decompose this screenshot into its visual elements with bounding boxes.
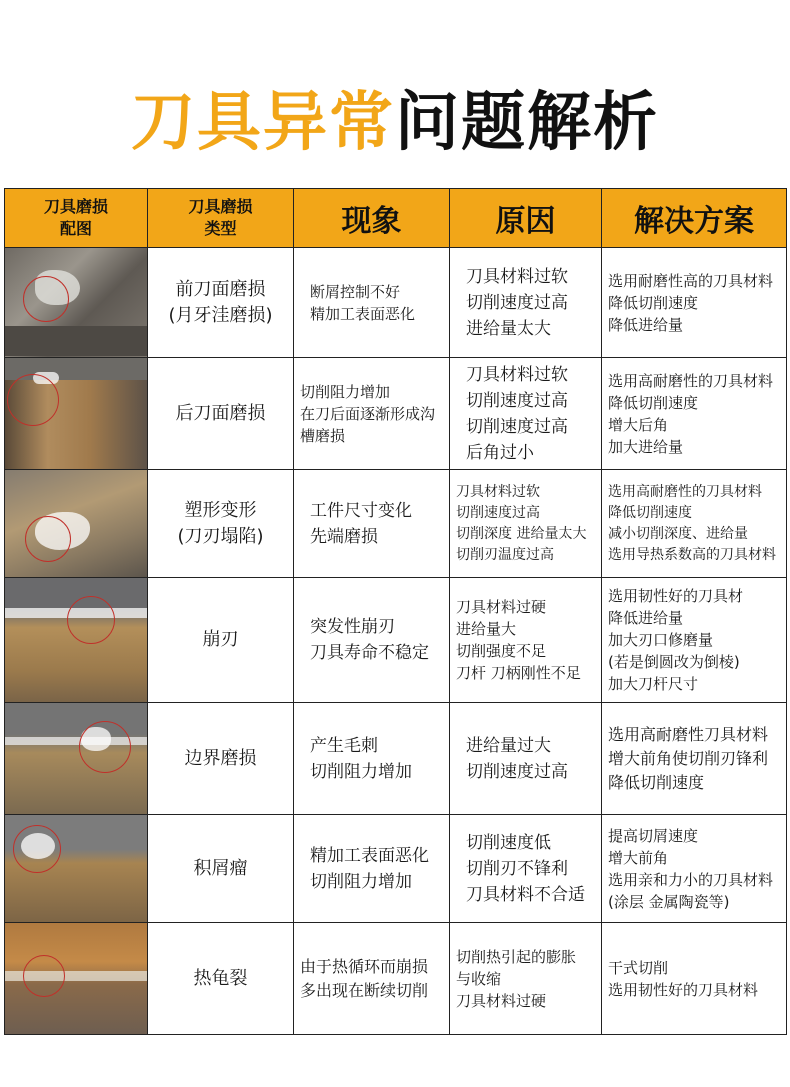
solution-line: 减小切削深度、进给量: [608, 525, 748, 542]
solution-line: 降低切削速度: [608, 293, 699, 312]
phenomenon-line: 在刀后面逐渐形成沟: [300, 404, 436, 423]
phenomenon-line: 槽磨损: [300, 426, 346, 445]
phenomenon-cell: [294, 358, 450, 470]
cause-line: 切削刃不锋利: [466, 858, 568, 879]
header-phenomenon: 现象: [294, 189, 450, 248]
wear-type: [148, 470, 294, 578]
solution-line: 选用导热系数高的刀具材料: [608, 546, 776, 563]
header-image-line1: 刀具磨损: [43, 197, 108, 216]
wear-table: [4, 188, 787, 1035]
solution-line: 降低切削速度: [608, 772, 705, 792]
wear-photo: [5, 703, 148, 815]
cause-line: 后角过小: [466, 442, 534, 463]
wear-type: [148, 703, 294, 815]
cause-cell: [450, 815, 602, 923]
solution-line: 选用韧性好的刀具材料: [608, 980, 759, 999]
solution-line: (若是倒圆改为倒棱): [608, 653, 740, 671]
phenomenon-line: 切削阻力增加: [310, 761, 412, 782]
solution-line: 选用亲和力小的刀具材料: [608, 870, 774, 889]
type-line: 边界磨损: [184, 747, 257, 769]
table-row: [5, 248, 787, 358]
type-line: (月牙洼磨损): [168, 304, 273, 326]
cause-line: 切削速度低: [466, 832, 551, 853]
solution-line: 选用高耐磨性刀具材料: [608, 724, 769, 744]
cause-cell: [450, 703, 602, 815]
cause-line: 刀具材料不合适: [466, 884, 585, 905]
phenomenon-line: 突发性崩刃: [310, 617, 395, 637]
header-solution: 解决方案: [602, 189, 787, 248]
cause-line: 切削速度过高: [456, 504, 540, 521]
table-row: [5, 815, 787, 923]
phenomenon-cell: [294, 470, 450, 578]
cause-line: 刀具材料过软: [456, 483, 540, 500]
cause-line: 切削速度过高: [466, 761, 568, 782]
cause-line: 切削深度 进给量太大: [456, 525, 587, 542]
cause-cell: [450, 923, 602, 1035]
cause-line: 切削强度不足: [456, 642, 547, 660]
phenomenon-line: 先端磨损: [310, 526, 378, 547]
phenomenon-line: 工件尺寸变化: [310, 500, 412, 521]
phenomenon-cell: [294, 248, 450, 358]
phenomenon-cell: [294, 923, 450, 1035]
wear-photo: [5, 358, 148, 470]
header-cause: 原因: [450, 189, 602, 248]
wear-photo: [5, 248, 148, 358]
type-line: 热龟裂: [193, 967, 248, 989]
type-line: 塑形变形: [184, 499, 257, 521]
solution-line: 增大前角使切削刃锋利: [608, 748, 769, 768]
solution-cell: [602, 578, 787, 703]
wear-photo: [5, 578, 148, 703]
type-line: 前刀面磨损: [175, 278, 266, 300]
table-row: [5, 578, 787, 703]
cause-line: 刀具材料过软: [466, 364, 568, 385]
wear-photo: [5, 470, 148, 578]
wear-type: [148, 923, 294, 1035]
solution-cell: [602, 470, 787, 578]
header-image-line2: 配图: [59, 219, 92, 238]
phenomenon-line: 产生毛刺: [310, 735, 378, 756]
phenomenon-cell: [294, 815, 450, 923]
cause-line: 进给量过大: [466, 735, 551, 756]
type-line: 后刀面磨损: [175, 402, 266, 424]
cause-cell: [450, 358, 602, 470]
wear-type: [148, 248, 294, 358]
cause-cell: [450, 248, 602, 358]
cause-line: 切削速度过高: [466, 416, 568, 437]
header-type-line2: 类型: [204, 219, 237, 238]
type-line: 崩刃: [202, 629, 239, 650]
header-row: [5, 189, 787, 248]
header-image: [5, 189, 148, 248]
solution-cell: [602, 815, 787, 923]
solution-line: 选用高耐磨性的刀具材料: [608, 371, 774, 390]
solution-cell: [602, 248, 787, 358]
cause-cell: [450, 578, 602, 703]
solution-line: 选用韧性好的刀具材: [608, 587, 744, 605]
phenomenon-cell: [294, 703, 450, 815]
solution-line: 加大刀杆尺寸: [608, 675, 699, 693]
cause-cell: [450, 470, 602, 578]
cause-line: 切削刃温度过高: [456, 546, 554, 563]
cause-line: 与收缩: [456, 969, 502, 988]
solution-cell: [602, 923, 787, 1035]
solution-line: 降低切削速度: [608, 393, 699, 412]
header-type-line1: 刀具磨损: [188, 197, 253, 216]
cause-line: 刀具材料过软: [466, 266, 568, 287]
cause-line: 刀具材料过硬: [456, 598, 547, 616]
table-row: [5, 470, 787, 578]
cause-line: 刀杆 刀柄刚性不足: [456, 664, 581, 682]
phenomenon-line: 精加工表面恶化: [310, 845, 429, 866]
solution-line: 选用耐磨性高的刀具材料: [608, 271, 774, 290]
header-type: [148, 189, 294, 248]
solution-line: 加大进给量: [608, 437, 684, 456]
cause-line: 进给量太大: [466, 318, 551, 339]
phenomenon-cell: [294, 578, 450, 703]
cause-line: 进给量大: [456, 620, 517, 638]
solution-line: 加大刃口修磨量: [608, 631, 714, 649]
solution-line: 干式切削: [608, 958, 669, 977]
solution-line: 降低进给量: [608, 315, 684, 334]
solution-line: 增大后角: [608, 415, 669, 434]
solution-line: 提高切屑速度: [608, 826, 699, 845]
solution-line: 增大前角: [608, 848, 669, 867]
table-row: [5, 358, 787, 470]
solution-line: (涂层 金属陶瓷等): [608, 892, 730, 911]
phenomenon-line: 切削阻力增加: [310, 871, 412, 892]
title-accent: 刀具异常: [131, 86, 395, 160]
phenomenon-line: 切削阻力增加: [300, 382, 391, 401]
cause-line: 切削速度过高: [466, 292, 568, 313]
solution-line: 选用高耐磨性的刀具材料: [608, 483, 762, 500]
wear-photo: [5, 923, 148, 1035]
solution-cell: [602, 358, 787, 470]
solution-line: 降低切削速度: [608, 504, 692, 521]
wear-type: [148, 578, 294, 703]
phenomenon-line: 断屑控制不好: [310, 282, 401, 301]
phenomenon-line: 精加工表面恶化: [310, 304, 416, 323]
cause-line: 切削热引起的膨胀: [456, 947, 577, 966]
table-row: [5, 923, 787, 1035]
solution-line: 降低进给量: [608, 609, 684, 627]
solution-cell: [602, 703, 787, 815]
table-row: [5, 703, 787, 815]
wear-type: [148, 358, 294, 470]
wear-photo: [5, 815, 148, 923]
type-line: 积屑瘤: [193, 857, 248, 879]
cause-line: 切削速度过高: [466, 390, 568, 411]
title-dark: 问题解析: [395, 86, 659, 160]
type-line: (刀刃塌陷): [177, 525, 264, 547]
cause-line: 刀具材料过硬: [456, 991, 547, 1010]
phenomenon-line: 多出现在断续切削: [300, 980, 429, 1000]
phenomenon-line: 刀具寿命不稳定: [310, 643, 429, 663]
phenomenon-line: 由于热循环而崩损: [300, 956, 429, 976]
page-title: [0, 78, 790, 168]
wear-type: [148, 815, 294, 923]
